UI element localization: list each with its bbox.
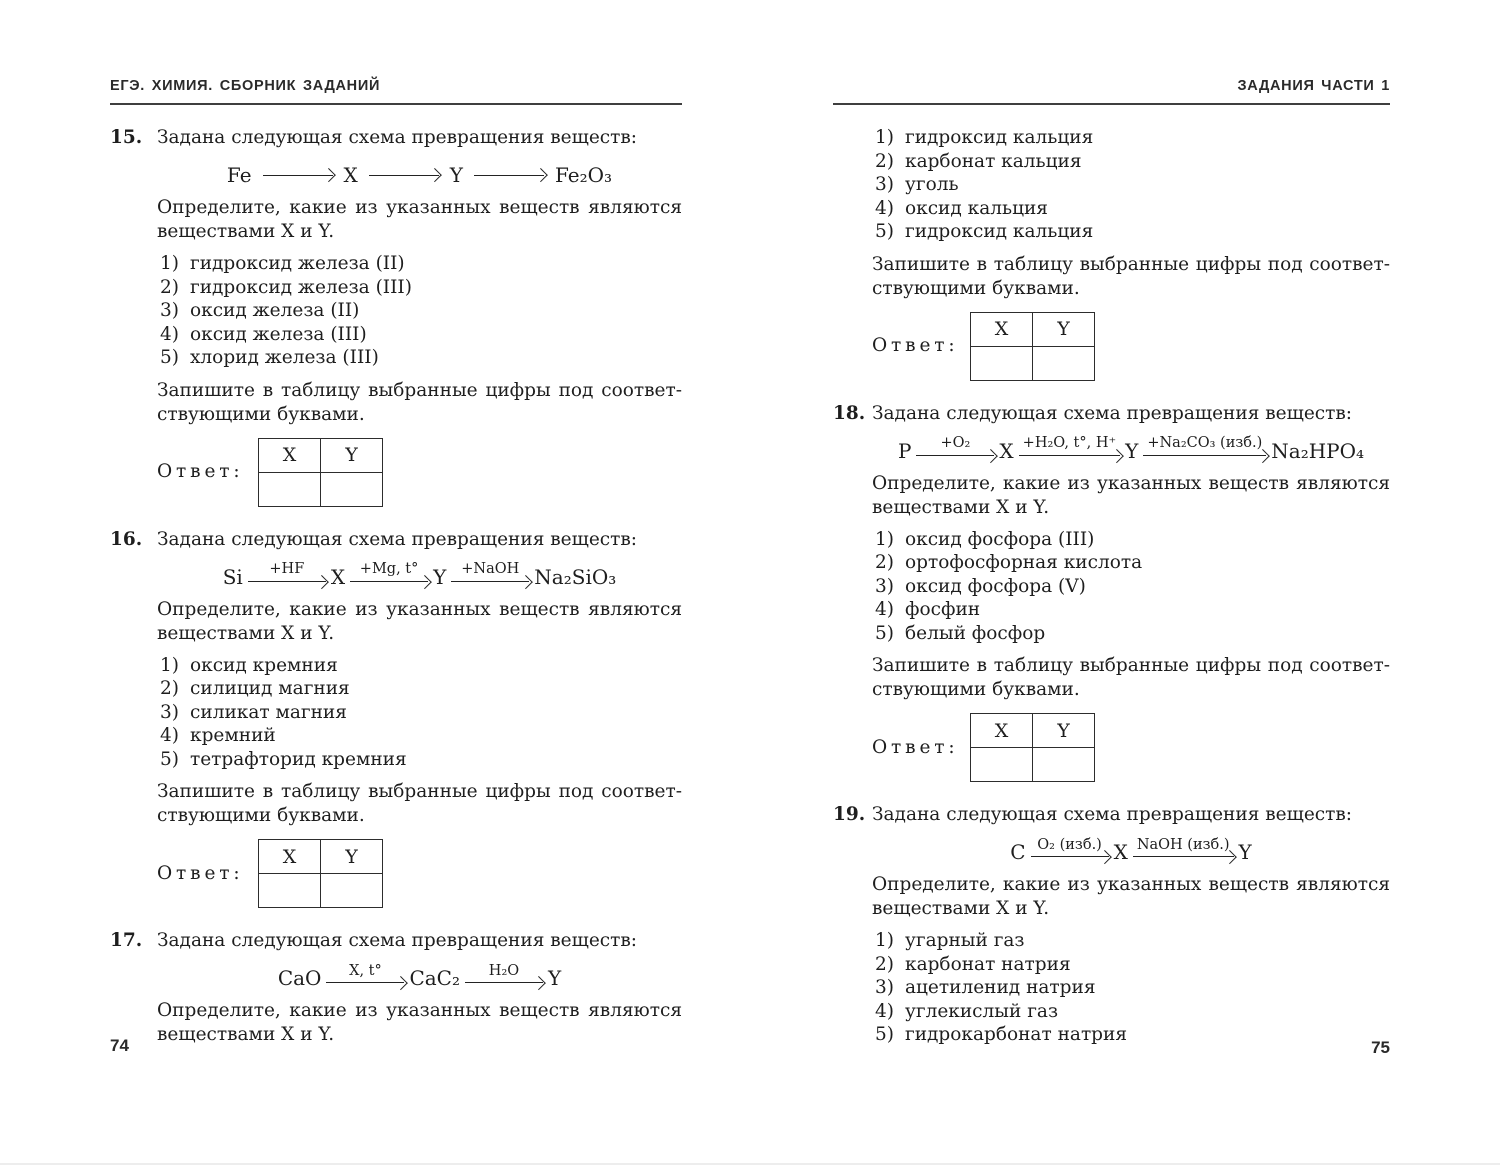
option-text: угарный газ — [905, 930, 1025, 951]
species-formula: CaC₂ — [409, 966, 460, 990]
arrow-shaft — [451, 581, 529, 582]
options-list — [872, 929, 1390, 1047]
answer-table — [970, 312, 1095, 381]
option-text: уголь — [905, 174, 959, 195]
reaction-scheme — [157, 163, 682, 187]
question-number: 19. — [833, 804, 866, 825]
question-15 — [110, 126, 682, 507]
paragraph-line: Запишите в таблицу выбранные цифры под соответ- — [157, 781, 682, 802]
option-item — [160, 252, 682, 276]
question-intro: Задана следующая схема превращения веществ: — [157, 930, 638, 951]
option-number: 5) — [875, 1024, 894, 1045]
species-formula: Fe₂O₃ — [555, 163, 613, 187]
option-item — [875, 1000, 1390, 1024]
option-item — [875, 575, 1390, 599]
running-title: ЗАДАНИЯ ЧАСТИ 1 — [1237, 78, 1390, 94]
species-formula: Y — [1125, 438, 1139, 463]
option-text: белый фосфор — [905, 622, 1046, 644]
option-item — [875, 976, 1390, 1000]
option-text: карбонат кальция — [905, 150, 1082, 172]
option-text: оксид кремния — [190, 654, 338, 676]
arrow-icon — [474, 175, 544, 176]
option-item — [160, 323, 682, 347]
arrow-condition-label: +O₂ — [940, 435, 971, 452]
option-number: 4) — [875, 599, 894, 620]
arrow-icon — [369, 175, 439, 176]
options-list — [872, 528, 1390, 646]
option-number: 3) — [875, 174, 894, 195]
labeled-arrow-icon — [1031, 837, 1109, 858]
option-item — [875, 150, 1390, 174]
option-number: 2) — [875, 552, 894, 573]
labeled-arrow-icon — [326, 963, 404, 984]
arrow-shaft — [1019, 455, 1120, 456]
answer-block — [872, 713, 1390, 782]
paragraph-line: Определите, какие из указанных веществ являются — [872, 472, 1390, 494]
species-formula: Y — [547, 966, 562, 990]
arrow-shaft — [1031, 856, 1109, 857]
determine-paragraph — [872, 873, 1390, 921]
answer-header-y: Y — [321, 438, 383, 472]
species-formula: Y — [449, 163, 463, 187]
option-item — [875, 220, 1390, 244]
option-item — [875, 622, 1390, 646]
option-number: 1) — [875, 127, 894, 148]
option-item — [875, 528, 1390, 552]
option-number: 1) — [160, 654, 179, 676]
option-text: хлорид железа (III) — [190, 347, 379, 368]
answer-header-x: X — [971, 714, 1033, 748]
option-item — [160, 654, 682, 678]
answer-table — [258, 839, 383, 908]
labeled-arrow-icon — [350, 561, 428, 582]
answer-label: Ответ: — [872, 335, 959, 356]
species-formula: Na₂SiO₃ — [534, 564, 617, 589]
labeled-arrow-icon — [465, 963, 543, 984]
option-item — [875, 197, 1390, 221]
question-intro: Задана следующая схема превращения веществ: — [872, 804, 1353, 825]
answer-table — [258, 438, 383, 507]
option-number: 2) — [875, 953, 894, 975]
option-number: 5) — [160, 347, 179, 368]
option-text: гидрокарбонат натрия — [905, 1024, 1128, 1045]
option-number: 3) — [875, 977, 894, 998]
paragraph-line: веществами X и Y. — [157, 1024, 335, 1045]
option-item — [160, 724, 682, 748]
reaction-scheme — [872, 435, 1390, 463]
paragraph-line: Запишите в таблицу выбранные цифры под соответ- — [872, 253, 1390, 275]
paragraph-line: Запишите в таблицу выбранные цифры под соответ- — [157, 379, 682, 401]
paragraph-line: ствующими буквами. — [872, 277, 1080, 299]
answer-label: Ответ: — [872, 736, 959, 758]
species-formula: P — [897, 438, 912, 463]
option-number: 4) — [875, 1000, 894, 1022]
option-number: 3) — [160, 300, 179, 321]
labeled-arrow-icon — [1133, 837, 1234, 858]
question-number: 17. — [110, 930, 143, 951]
page-number-right: 75 — [1371, 1038, 1390, 1057]
answer-block — [157, 438, 682, 507]
question-17-continued — [833, 126, 1390, 381]
answer-cell-x — [259, 874, 321, 908]
arrow-shaft — [248, 581, 326, 582]
option-item — [875, 953, 1390, 977]
question-17 — [110, 929, 682, 1047]
option-number: 5) — [875, 622, 894, 644]
paragraph-line: Определите, какие из указанных веществ являются — [157, 197, 682, 218]
arrow-condition-label: H₂O — [488, 962, 520, 979]
answer-label: Ответ: — [157, 461, 244, 482]
option-text: гидроксид кальция — [905, 127, 1094, 148]
question-number: 15. — [110, 127, 143, 148]
question-number: 16. — [110, 528, 143, 550]
question-number: 18. — [833, 402, 866, 424]
species-formula: X — [1113, 840, 1128, 864]
option-item — [875, 929, 1390, 953]
option-item — [160, 276, 682, 300]
write-paragraph — [157, 780, 682, 828]
question-18 — [833, 402, 1390, 783]
left-page-header — [110, 78, 682, 105]
option-number: 5) — [160, 748, 179, 770]
option-text: кремний — [190, 725, 276, 746]
option-number: 4) — [875, 197, 894, 219]
option-number: 1) — [160, 253, 179, 274]
answer-header-x: X — [259, 438, 321, 472]
option-number: 3) — [160, 701, 179, 723]
arrow-condition-label: +Na₂CO₃ (изб.) — [1147, 435, 1263, 452]
species-formula: Y — [433, 564, 447, 589]
option-text: ацетиленид натрия — [905, 977, 1096, 998]
question-19 — [833, 803, 1390, 1047]
paragraph-line: Запишите в таблицу выбранные цифры под соответ- — [872, 655, 1390, 676]
option-number: 2) — [875, 150, 894, 172]
paragraph-line: Определите, какие из указанных веществ являются — [157, 1000, 682, 1021]
option-text: фосфин — [905, 599, 981, 620]
answer-cell-y — [1033, 748, 1095, 782]
answer-cell-x — [971, 346, 1033, 380]
arrow-shaft — [350, 581, 428, 582]
arrow-condition-label: +Mg, t° — [359, 561, 419, 578]
species-formula: Y — [1238, 840, 1252, 864]
arrow-shaft — [1133, 856, 1234, 857]
arrow-icon — [263, 175, 333, 176]
answer-cell-x — [971, 748, 1033, 782]
paragraph-line: ствующими буквами. — [872, 679, 1080, 700]
paragraph-line: Определите, какие из указанных веществ являются — [872, 874, 1390, 895]
option-text: углекислый газ — [905, 1000, 1059, 1022]
species-formula: C — [1010, 840, 1026, 864]
labeled-arrow-icon — [248, 561, 326, 582]
running-title: ЕГЭ. ХИМИЯ. СБОРНИК ЗАДАНИЙ — [110, 78, 381, 94]
options-list — [157, 252, 682, 370]
option-text: карбонат натрия — [905, 953, 1071, 975]
answer-header-x: X — [259, 840, 321, 874]
question-intro: Задана следующая схема превращения веществ: — [157, 528, 638, 550]
answer-block — [157, 839, 682, 908]
arrow-condition-label: X, t° — [349, 962, 382, 979]
answer-header-y: Y — [1033, 312, 1095, 346]
arrow-condition-label: NaOH (изб.) — [1136, 836, 1230, 853]
reaction-scheme — [157, 962, 682, 990]
arrow-condition-label: +H₂O, t°, H⁺ — [1022, 435, 1117, 452]
arrow-condition-label: O₂ (изб.) — [1037, 836, 1102, 853]
question-intro: Задана следующая схема превращения веществ: — [872, 402, 1353, 424]
paragraph-line: веществами X и Y. — [157, 221, 335, 242]
option-text: силицид магния — [190, 678, 350, 699]
left-page — [110, 78, 682, 1047]
arrow-condition-label: +HF — [269, 561, 305, 578]
question-intro: Задана следующая схема превращения веществ: — [157, 127, 638, 148]
species-formula: Fe — [226, 163, 252, 187]
answer-cell-y — [1033, 346, 1095, 380]
option-number: 4) — [160, 323, 179, 345]
arrow-shaft — [465, 982, 543, 983]
paragraph-line: веществами X и Y. — [872, 496, 1050, 518]
paragraph-line: ствующими буквами. — [157, 805, 365, 826]
option-item — [875, 598, 1390, 622]
species-formula: Na₂HPO₄ — [1271, 438, 1365, 463]
labeled-arrow-icon — [1143, 435, 1266, 456]
option-item — [160, 748, 682, 772]
option-item — [875, 126, 1390, 150]
answer-cell-y — [321, 472, 383, 506]
option-text: оксид фосфора (V) — [905, 575, 1086, 597]
paragraph-line: ствующими буквами. — [157, 403, 365, 425]
option-item — [875, 1023, 1390, 1047]
labeled-arrow-icon — [916, 435, 994, 456]
answer-block — [872, 312, 1390, 381]
right-page-header — [833, 78, 1390, 105]
answer-cell-x — [259, 472, 321, 506]
option-number: 1) — [875, 528, 894, 550]
determine-paragraph — [157, 196, 682, 244]
option-text: гидроксид железа (II) — [190, 253, 405, 274]
answer-cell-y — [321, 874, 383, 908]
determine-paragraph — [157, 598, 682, 646]
option-item — [160, 701, 682, 725]
answer-table — [970, 713, 1095, 782]
option-number: 3) — [875, 575, 894, 597]
paragraph-line: веществами X и Y. — [157, 622, 335, 644]
determine-paragraph — [157, 999, 682, 1047]
option-text: оксид железа (II) — [190, 300, 360, 321]
species-formula: X — [999, 438, 1014, 463]
arrow-condition-label: +NaOH — [461, 561, 520, 578]
option-number: 2) — [160, 276, 179, 298]
answer-label: Ответ: — [157, 862, 244, 884]
answer-header-y: Y — [321, 840, 383, 874]
options-list — [157, 654, 682, 772]
species-formula: CaO — [277, 966, 322, 990]
arrow-shaft — [916, 455, 994, 456]
write-paragraph — [157, 379, 682, 427]
option-number: 5) — [875, 221, 894, 242]
answer-header-y: Y — [1033, 714, 1095, 748]
option-number: 2) — [160, 678, 179, 699]
reaction-scheme — [157, 561, 682, 589]
paragraph-line: веществами X и Y. — [872, 898, 1050, 919]
paragraph-line: Определите, какие из указанных веществ являются — [157, 598, 682, 620]
labeled-arrow-icon — [1019, 435, 1120, 456]
options-list — [872, 126, 1390, 244]
answer-header-x: X — [971, 312, 1033, 346]
option-item — [875, 551, 1390, 575]
option-number: 1) — [875, 930, 894, 951]
species-formula: X — [343, 163, 358, 187]
option-text: оксид железа (III) — [190, 323, 367, 345]
write-paragraph — [872, 253, 1390, 301]
option-text: тетрафторид кремния — [190, 748, 407, 770]
page-number-left: 74 — [110, 1036, 129, 1055]
option-item — [875, 173, 1390, 197]
arrow-shaft — [326, 982, 404, 983]
labeled-arrow-icon — [451, 561, 529, 582]
option-item — [160, 346, 682, 370]
right-page — [833, 78, 1390, 1047]
option-text: оксид кальция — [905, 197, 1048, 219]
species-formula: Si — [222, 564, 243, 589]
determine-paragraph — [872, 472, 1390, 520]
option-text: гидроксид кальция — [905, 221, 1094, 242]
species-formula: X — [330, 564, 346, 589]
option-item — [160, 299, 682, 323]
question-16 — [110, 528, 682, 909]
option-item — [160, 677, 682, 701]
option-text: гидроксид железа (III) — [190, 276, 412, 298]
option-number: 4) — [160, 725, 179, 746]
option-text: силикат магния — [190, 701, 347, 723]
option-text: оксид фосфора (III) — [905, 528, 1095, 550]
write-paragraph — [872, 654, 1390, 702]
option-text: ортофосфорная кислота — [905, 552, 1143, 573]
arrow-shaft — [1143, 455, 1266, 456]
reaction-scheme — [872, 836, 1390, 864]
